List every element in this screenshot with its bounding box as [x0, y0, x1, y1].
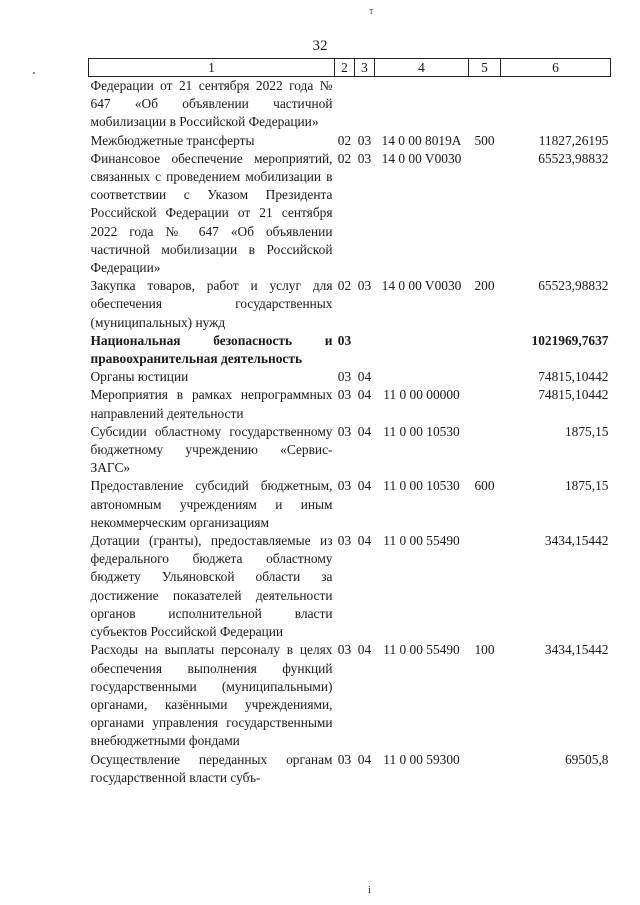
- row-expense-type: [469, 368, 501, 386]
- row-expense-type: 100: [474, 642, 495, 658]
- row-name: Предоставление субсидий бюджетным, автономным учреждениям и иным некоммерческим организациям: [90, 478, 333, 530]
- top-mark: т: [369, 6, 374, 17]
- page-number: 32: [312, 38, 328, 54]
- table-row: [89, 332, 611, 368]
- row-amount: 74815,10442: [538, 369, 609, 385]
- row-amount: 69505,8: [564, 751, 609, 767]
- row-section-code: 02: [337, 150, 352, 166]
- table-row: [89, 277, 611, 332]
- row-subsection-code: 04: [357, 478, 372, 494]
- header-col-6: 6: [501, 59, 611, 77]
- row-name: Осуществление переданных органам государственной власти субъ-: [90, 751, 333, 785]
- row-expense-type: [469, 77, 501, 132]
- header-col-2: 2: [335, 59, 355, 77]
- header-col-5: 5: [469, 59, 501, 77]
- row-expense-type: 500: [474, 132, 495, 148]
- table-row: [89, 368, 611, 386]
- row-target-code: 14 0 00 V0030: [381, 150, 462, 166]
- row-name: Субсидии областному государственному бюджетному учреждению «Сервис-ЗАГС»: [90, 423, 333, 476]
- row-expense-type: 600: [474, 478, 495, 494]
- row-name: Межбюджетные трансферты: [90, 132, 255, 148]
- row-target-code: 14 0 00 8019А: [381, 132, 462, 148]
- row-name: Национальная безопасность и правоохранительная деятельность: [90, 332, 333, 367]
- row-amount: 65523,98832: [538, 150, 609, 166]
- row-amount: 1875,15: [564, 423, 609, 439]
- row-amount: 3434,15442: [544, 642, 609, 658]
- table-row: [89, 423, 611, 478]
- row-name: Органы юстиции: [90, 369, 189, 385]
- row-name: Закупка товаров, работ и услуг для обеспечения государственных (муниципальных) нужд: [90, 278, 333, 330]
- row-name: Расходы на выплаты персоналу в целях обеспечения выполнения функций государственными (муниципальными) органами, казёнными учреждениями, органами управления государственными внебюджетными фондами: [90, 642, 333, 749]
- row-target-code: 11 0 00 55490: [383, 642, 460, 658]
- row-amount: 1875,15: [564, 478, 609, 494]
- row-subsection-code: [355, 332, 375, 368]
- row-section-code: 03: [337, 423, 352, 439]
- row-name: Дотации (гранты), предоставляемые из федерального бюджета областному бюджету Ульяновской области за достижение показателей деятельности органов исполнительной власти субъектов Российской Федерации: [90, 533, 333, 640]
- row-subsection-code: 04: [357, 533, 372, 549]
- table-row: [89, 641, 611, 750]
- table-row: [89, 77, 611, 132]
- bottom-mark: i: [368, 884, 372, 896]
- row-target-code: 11 0 00 10530: [383, 423, 460, 439]
- row-name: Мероприятия в рамках непрограммных направлений деятельности: [90, 387, 333, 421]
- row-section-code: 03: [337, 332, 352, 348]
- row-target-code: 11 0 00 10530: [383, 478, 460, 494]
- budget-table: [88, 58, 611, 787]
- row-section-code: 03: [337, 642, 352, 658]
- row-subsection-code: 04: [357, 423, 372, 439]
- row-target-code: [375, 368, 469, 386]
- table-body: [89, 77, 611, 787]
- row-target-code: [375, 332, 469, 368]
- row-subsection-code: 04: [357, 751, 372, 767]
- header-row: [89, 59, 611, 77]
- row-section-code: 03: [337, 387, 352, 403]
- row-section-code: 03: [337, 369, 352, 385]
- row-section-code: 02: [337, 278, 352, 294]
- row-amount: 11827,26195: [538, 132, 609, 148]
- row-section-code: 02: [337, 132, 352, 148]
- row-target-code: 11 0 00 59300: [383, 751, 460, 767]
- row-expense-type: [469, 751, 501, 787]
- row-expense-type: [469, 386, 501, 422]
- row-amount: [501, 77, 611, 132]
- row-target-code: 14 0 00 V0030: [381, 278, 462, 294]
- table-row: [89, 132, 611, 150]
- row-amount: 74815,10442: [538, 387, 609, 403]
- row-subsection-code: 04: [357, 387, 372, 403]
- row-target-code: 11 0 00 55490: [383, 533, 460, 549]
- row-expense-type: [469, 423, 501, 478]
- header-col-1: 1: [89, 59, 335, 77]
- row-section-code: 03: [337, 751, 352, 767]
- row-subsection-code: 03: [357, 132, 372, 148]
- row-expense-type: [469, 532, 501, 641]
- row-subsection-code: 03: [357, 150, 372, 166]
- row-name: Финансовое обеспечение мероприятий, связанных с проведением мобилизации в соответствии с Указом Президента Российской Федерации от 21 сентября 2022 года № 647 «Об объявлении частичной мобилизации в Российской Федерации»: [90, 150, 333, 276]
- table-row: [89, 150, 611, 277]
- row-amount: 65523,98832: [538, 278, 609, 294]
- row-expense-type: [469, 332, 501, 368]
- header-col-3: 3: [355, 59, 375, 77]
- row-expense-type: [469, 150, 501, 277]
- row-amount: 3434,15442: [544, 533, 609, 549]
- table-row: [89, 751, 611, 787]
- table-row: [89, 477, 611, 532]
- row-section-code: [335, 77, 355, 132]
- table-row: [89, 386, 611, 422]
- scan-dot: [33, 72, 35, 74]
- row-subsection-code: 04: [357, 369, 372, 385]
- row-subsection-code: 03: [357, 278, 372, 294]
- row-expense-type: 200: [474, 278, 495, 294]
- row-name: Федерации от 21 сентября 2022 года № 647 «Об объявлении частичной мобилизации в Российской Федерации»: [90, 78, 333, 130]
- row-section-code: 03: [337, 533, 352, 549]
- row-subsection-code: 04: [357, 642, 372, 658]
- row-subsection-code: [355, 77, 375, 132]
- row-target-code: 11 0 00 00000: [383, 387, 460, 403]
- header-col-4: 4: [375, 59, 469, 77]
- row-amount: 1021969,7637: [531, 332, 609, 348]
- table-row: [89, 532, 611, 641]
- row-target-code: [375, 77, 469, 132]
- row-section-code: 03: [337, 478, 352, 494]
